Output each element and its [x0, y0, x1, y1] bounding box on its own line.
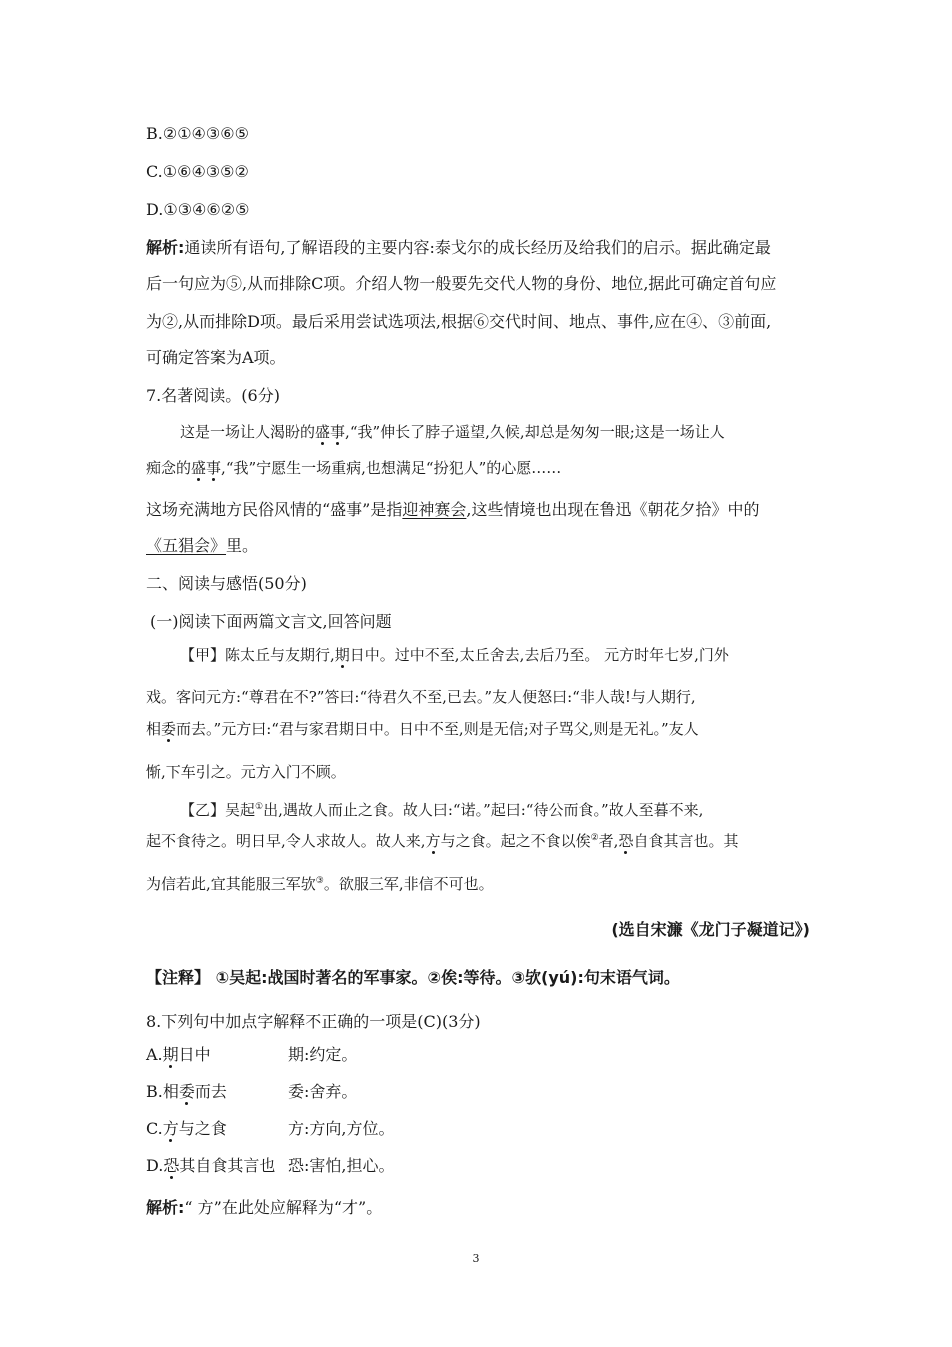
- q7-answer-line2: 《五猖会》里。: [146, 536, 259, 555]
- passage-yi-line3: 为信若此,宜其能服三军欤③。欲服三军,非信不可也。: [146, 875, 494, 893]
- q8-option-b: B.相委而去 委:舍弃。: [146, 1082, 358, 1101]
- passage-jia-line3: 相委而去。”元方曰:“君与家君期日中。日中不至,则是无信;对子骂父,则是无礼。”友人: [146, 720, 699, 738]
- q8-option-d: D.恐其自食其言也 恐:害怕,担心。: [146, 1156, 395, 1175]
- q7-passage-line1: 这是一场让人渴盼的盛事,“我”伸长了脖子遥望,久候,却总是匆匆一眼;这是一场让人: [180, 423, 725, 441]
- q7-answer-line1: 这场充满地方民俗风情的“盛事”是指迎神赛会,这些情境也出现在鲁迅《朝花夕拾》中的: [146, 500, 760, 519]
- question-7-title: 7.名著阅读。(6分): [146, 386, 280, 405]
- passage-jia-line2: 戏。客问元方:“尊君在不?”答曰:“待君久不至,已去。”友人便怒曰:“非人哉!与人期行,: [146, 688, 696, 706]
- option-c: C.①⑥④③⑤②: [146, 162, 249, 181]
- analysis-label: 解析:: [146, 238, 185, 257]
- analysis-q6-line2: 后一句应为⑤,从而排除C项。介绍人物一般要先交代人物的身份、地位,据此可确定首句应: [146, 274, 777, 293]
- question-8-title: 8.下列句中加点字解释不正确的一项是(C)(3分): [146, 1012, 481, 1031]
- section-2-title: 二、阅读与感悟(50分): [146, 574, 307, 593]
- passage-jia-line4: 惭,下车引之。元方入门不顾。: [146, 763, 346, 781]
- q8-option-c: C.方与之食 方:方向,方位。: [146, 1119, 395, 1138]
- passage-yi-line1: 【乙】吴起①出,遇故人而止之食。故人曰:“诺。”起曰:“待公而食。”故人至暮不来,: [180, 801, 704, 819]
- analysis-label: 解析:: [146, 1198, 185, 1217]
- passage-jia-line1: 【甲】陈太丘与友期行,期日中。过中不至,太丘舍去,去后乃至。 元方时年七岁,门外: [180, 646, 729, 664]
- source-citation: (选自宋濂《龙门子凝道记》): [611, 920, 810, 939]
- option-d: D.①③④⑥②⑤: [146, 200, 250, 219]
- page-number: 3: [472, 1252, 480, 1265]
- notes: 【注释】 ①吴起:战国时著名的军事家。②俟:等待。③欤(yú):句末语气词。: [146, 968, 680, 987]
- passage-yi-line2: 起不食待之。明日早,令人求故人。故人来,方与之食。起之不食以俟②者,恐自食其言也。其: [146, 832, 739, 850]
- section-2-sub: (一)阅读下面两篇文言文,回答问题: [150, 612, 392, 631]
- analysis-q6-line3: 为②,从而排除D项。最后采用尝试选项法,根据⑥交代时间、地点、事件,应在④、③前面,: [146, 312, 772, 331]
- q8-analysis: 解析:“ 方”在此处应解释为“才”。: [146, 1198, 383, 1217]
- answer-underlined: 迎神赛会: [402, 500, 467, 519]
- answer-underlined: 《五猖会》: [146, 536, 227, 555]
- analysis-q6-line4: 可确定答案为A项。: [146, 348, 286, 367]
- q7-passage-line2: 痴念的盛事,“我”宁愿生一场重病,也想满足“扮犯人”的心愿……: [146, 459, 562, 477]
- analysis-q6-line1: 解析:通读所有语句,了解语段的主要内容:泰戈尔的成长经历及给我们的启示。据此确定最: [146, 238, 771, 257]
- q8-option-a: A.期日中 期:约定。: [146, 1045, 358, 1064]
- option-b: B.②①④③⑥⑤: [146, 124, 249, 143]
